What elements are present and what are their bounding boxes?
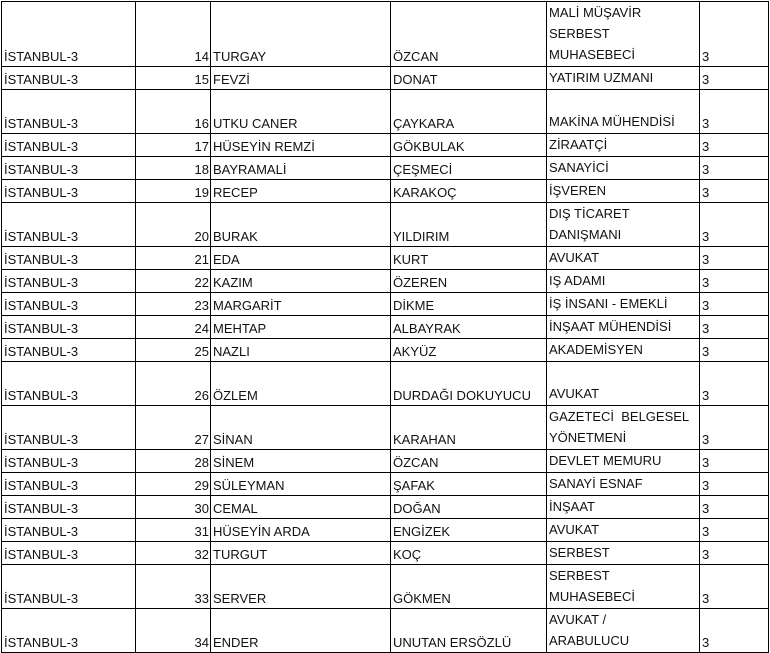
table-row bbox=[2, 2, 769, 67]
district-cell: İSTANBUL-3 bbox=[2, 293, 136, 316]
occupation-cell: MAKİNA MÜHENDİSİ bbox=[547, 90, 700, 134]
rank-cell: 30 bbox=[136, 496, 211, 519]
first-name-cell: RECEP bbox=[211, 180, 391, 203]
occupation-cell: SANAYİCİ bbox=[547, 157, 700, 180]
rank-cell: 15 bbox=[136, 67, 211, 90]
last-name-cell: ÖZCAN bbox=[391, 2, 547, 67]
district-cell: İSTANBUL-3 bbox=[2, 473, 136, 496]
rank-cell: 21 bbox=[136, 247, 211, 270]
last-name-cell: YILDIRIM bbox=[391, 203, 547, 247]
first-name-cell: TURGAY bbox=[211, 2, 391, 67]
region-code-cell: 3 bbox=[700, 316, 769, 339]
occupation-cell: SANAYİ ESNAF bbox=[547, 473, 700, 496]
region-code-cell: 3 bbox=[700, 2, 769, 67]
occupation-cell: İŞVEREN bbox=[547, 180, 700, 203]
occupation-cell: İNŞAAT bbox=[547, 496, 700, 519]
first-name-cell: MARGARİT bbox=[211, 293, 391, 316]
table-row bbox=[2, 519, 769, 542]
district-cell: İSTANBUL-3 bbox=[2, 157, 136, 180]
occupation-cell: AVUKAT bbox=[547, 362, 700, 406]
region-code-cell: 3 bbox=[700, 157, 769, 180]
last-name-cell: KARAHAN bbox=[391, 406, 547, 450]
last-name-cell: UNUTAN ERSÖZLÜ bbox=[391, 609, 547, 653]
district-cell: İSTANBUL-3 bbox=[2, 565, 136, 609]
district-cell: İSTANBUL-3 bbox=[2, 316, 136, 339]
candidate-table bbox=[1, 1, 769, 653]
table-row bbox=[2, 270, 769, 293]
first-name-cell: ENDER bbox=[211, 609, 391, 653]
rank-cell: 28 bbox=[136, 450, 211, 473]
first-name-cell: SÜLEYMAN bbox=[211, 473, 391, 496]
table-row bbox=[2, 450, 769, 473]
region-code-cell: 3 bbox=[700, 473, 769, 496]
rank-cell: 29 bbox=[136, 473, 211, 496]
rank-cell: 23 bbox=[136, 293, 211, 316]
rank-cell: 31 bbox=[136, 519, 211, 542]
last-name-cell: GÖKBULAK bbox=[391, 134, 547, 157]
first-name-cell: KAZIM bbox=[211, 270, 391, 293]
district-cell: İSTANBUL-3 bbox=[2, 90, 136, 134]
occupation-cell: IŞ ADAMI bbox=[547, 270, 700, 293]
last-name-cell: DİKME bbox=[391, 293, 547, 316]
district-cell: İSTANBUL-3 bbox=[2, 362, 136, 406]
last-name-cell: ÇEŞMECİ bbox=[391, 157, 547, 180]
table-row bbox=[2, 609, 769, 653]
region-code-cell: 3 bbox=[700, 362, 769, 406]
last-name-cell: ŞAFAK bbox=[391, 473, 547, 496]
region-code-cell: 3 bbox=[700, 565, 769, 609]
occupation-cell: İŞ İNSANI - EMEKLİ bbox=[547, 293, 700, 316]
region-code-cell: 3 bbox=[700, 519, 769, 542]
region-code-cell: 3 bbox=[700, 293, 769, 316]
occupation-cell: AVUKAT / ARABULUCU bbox=[547, 609, 700, 653]
region-code-cell: 3 bbox=[700, 496, 769, 519]
district-cell: İSTANBUL-3 bbox=[2, 2, 136, 67]
rank-cell: 18 bbox=[136, 157, 211, 180]
first-name-cell: BURAK bbox=[211, 203, 391, 247]
table-row bbox=[2, 362, 769, 406]
occupation-cell: DIŞ TİCARET DANIŞMANI bbox=[547, 203, 700, 247]
first-name-cell: SİNEM bbox=[211, 450, 391, 473]
district-cell: İSTANBUL-3 bbox=[2, 450, 136, 473]
last-name-cell: AKYÜZ bbox=[391, 339, 547, 362]
region-code-cell: 3 bbox=[700, 90, 769, 134]
occupation-cell: ZİRAATÇİ bbox=[547, 134, 700, 157]
occupation-cell: AVUKAT bbox=[547, 519, 700, 542]
occupation-cell: AKADEMİSYEN bbox=[547, 339, 700, 362]
first-name-cell: ÖZLEM bbox=[211, 362, 391, 406]
district-cell: İSTANBUL-3 bbox=[2, 609, 136, 653]
rank-cell: 14 bbox=[136, 2, 211, 67]
first-name-cell: CEMAL bbox=[211, 496, 391, 519]
first-name-cell: EDA bbox=[211, 247, 391, 270]
rank-cell: 32 bbox=[136, 542, 211, 565]
first-name-cell: NAZLI bbox=[211, 339, 391, 362]
region-code-cell: 3 bbox=[700, 542, 769, 565]
last-name-cell: KURT bbox=[391, 247, 547, 270]
occupation-cell: MALİ MÜŞAVİR SERBEST MUHASEBECİ bbox=[547, 2, 700, 67]
region-code-cell: 3 bbox=[700, 247, 769, 270]
occupation-cell: DEVLET MEMURU bbox=[547, 450, 700, 473]
table-row bbox=[2, 134, 769, 157]
table-row bbox=[2, 90, 769, 134]
rank-cell: 33 bbox=[136, 565, 211, 609]
occupation-cell: YATIRIM UZMANI bbox=[547, 67, 700, 90]
district-cell: İSTANBUL-3 bbox=[2, 496, 136, 519]
region-code-cell: 3 bbox=[700, 134, 769, 157]
region-code-cell: 3 bbox=[700, 203, 769, 247]
first-name-cell: SERVER bbox=[211, 565, 391, 609]
district-cell: İSTANBUL-3 bbox=[2, 519, 136, 542]
rank-cell: 20 bbox=[136, 203, 211, 247]
rank-cell: 19 bbox=[136, 180, 211, 203]
first-name-cell: MEHTAP bbox=[211, 316, 391, 339]
table-row bbox=[2, 496, 769, 519]
last-name-cell: DONAT bbox=[391, 67, 547, 90]
last-name-cell: DOĞAN bbox=[391, 496, 547, 519]
district-cell: İSTANBUL-3 bbox=[2, 339, 136, 362]
region-code-cell: 3 bbox=[700, 609, 769, 653]
first-name-cell: HÜSEYİN ARDA bbox=[211, 519, 391, 542]
last-name-cell: DURDAĞI DOKUYUCU bbox=[391, 362, 547, 406]
first-name-cell: SİNAN bbox=[211, 406, 391, 450]
region-code-cell: 3 bbox=[700, 180, 769, 203]
region-code-cell: 3 bbox=[700, 339, 769, 362]
table-row bbox=[2, 203, 769, 247]
last-name-cell: ÇAYKARA bbox=[391, 90, 547, 134]
rank-cell: 17 bbox=[136, 134, 211, 157]
rank-cell: 34 bbox=[136, 609, 211, 653]
region-code-cell: 3 bbox=[700, 67, 769, 90]
table-row bbox=[2, 339, 769, 362]
rank-cell: 22 bbox=[136, 270, 211, 293]
last-name-cell: KARAKOÇ bbox=[391, 180, 547, 203]
table-row bbox=[2, 67, 769, 90]
district-cell: İSTANBUL-3 bbox=[2, 406, 136, 450]
district-cell: İSTANBUL-3 bbox=[2, 247, 136, 270]
district-cell: İSTANBUL-3 bbox=[2, 542, 136, 565]
table-row bbox=[2, 316, 769, 339]
rank-cell: 26 bbox=[136, 362, 211, 406]
table-row bbox=[2, 180, 769, 203]
last-name-cell: GÖKMEN bbox=[391, 565, 547, 609]
district-cell: İSTANBUL-3 bbox=[2, 203, 136, 247]
district-cell: İSTANBUL-3 bbox=[2, 180, 136, 203]
last-name-cell: ENGİZEK bbox=[391, 519, 547, 542]
district-cell: İSTANBUL-3 bbox=[2, 67, 136, 90]
table-row bbox=[2, 542, 769, 565]
last-name-cell: ÖZEREN bbox=[391, 270, 547, 293]
rank-cell: 25 bbox=[136, 339, 211, 362]
occupation-cell: AVUKAT bbox=[547, 247, 700, 270]
table-row bbox=[2, 473, 769, 496]
region-code-cell: 3 bbox=[700, 406, 769, 450]
first-name-cell: FEVZİ bbox=[211, 67, 391, 90]
table-row bbox=[2, 157, 769, 180]
rank-cell: 27 bbox=[136, 406, 211, 450]
first-name-cell: TURGUT bbox=[211, 542, 391, 565]
first-name-cell: HÜSEYİN REMZİ bbox=[211, 134, 391, 157]
last-name-cell: KOÇ bbox=[391, 542, 547, 565]
rank-cell: 16 bbox=[136, 90, 211, 134]
district-cell: İSTANBUL-3 bbox=[2, 270, 136, 293]
first-name-cell: BAYRAMALİ bbox=[211, 157, 391, 180]
last-name-cell: ÖZCAN bbox=[391, 450, 547, 473]
occupation-cell: SERBEST bbox=[547, 542, 700, 565]
first-name-cell: UTKU CANER bbox=[211, 90, 391, 134]
district-cell: İSTANBUL-3 bbox=[2, 134, 136, 157]
region-code-cell: 3 bbox=[700, 270, 769, 293]
occupation-cell: İNŞAAT MÜHENDİSİ bbox=[547, 316, 700, 339]
rank-cell: 24 bbox=[136, 316, 211, 339]
last-name-cell: ALBAYRAK bbox=[391, 316, 547, 339]
occupation-cell: GAZETECİ BELGESEL YÖNETMENİ bbox=[547, 406, 700, 450]
table-row bbox=[2, 406, 769, 450]
region-code-cell: 3 bbox=[700, 450, 769, 473]
table-row bbox=[2, 565, 769, 609]
occupation-cell: SERBEST MUHASEBECİ bbox=[547, 565, 700, 609]
table-row bbox=[2, 247, 769, 270]
table-row bbox=[2, 293, 769, 316]
